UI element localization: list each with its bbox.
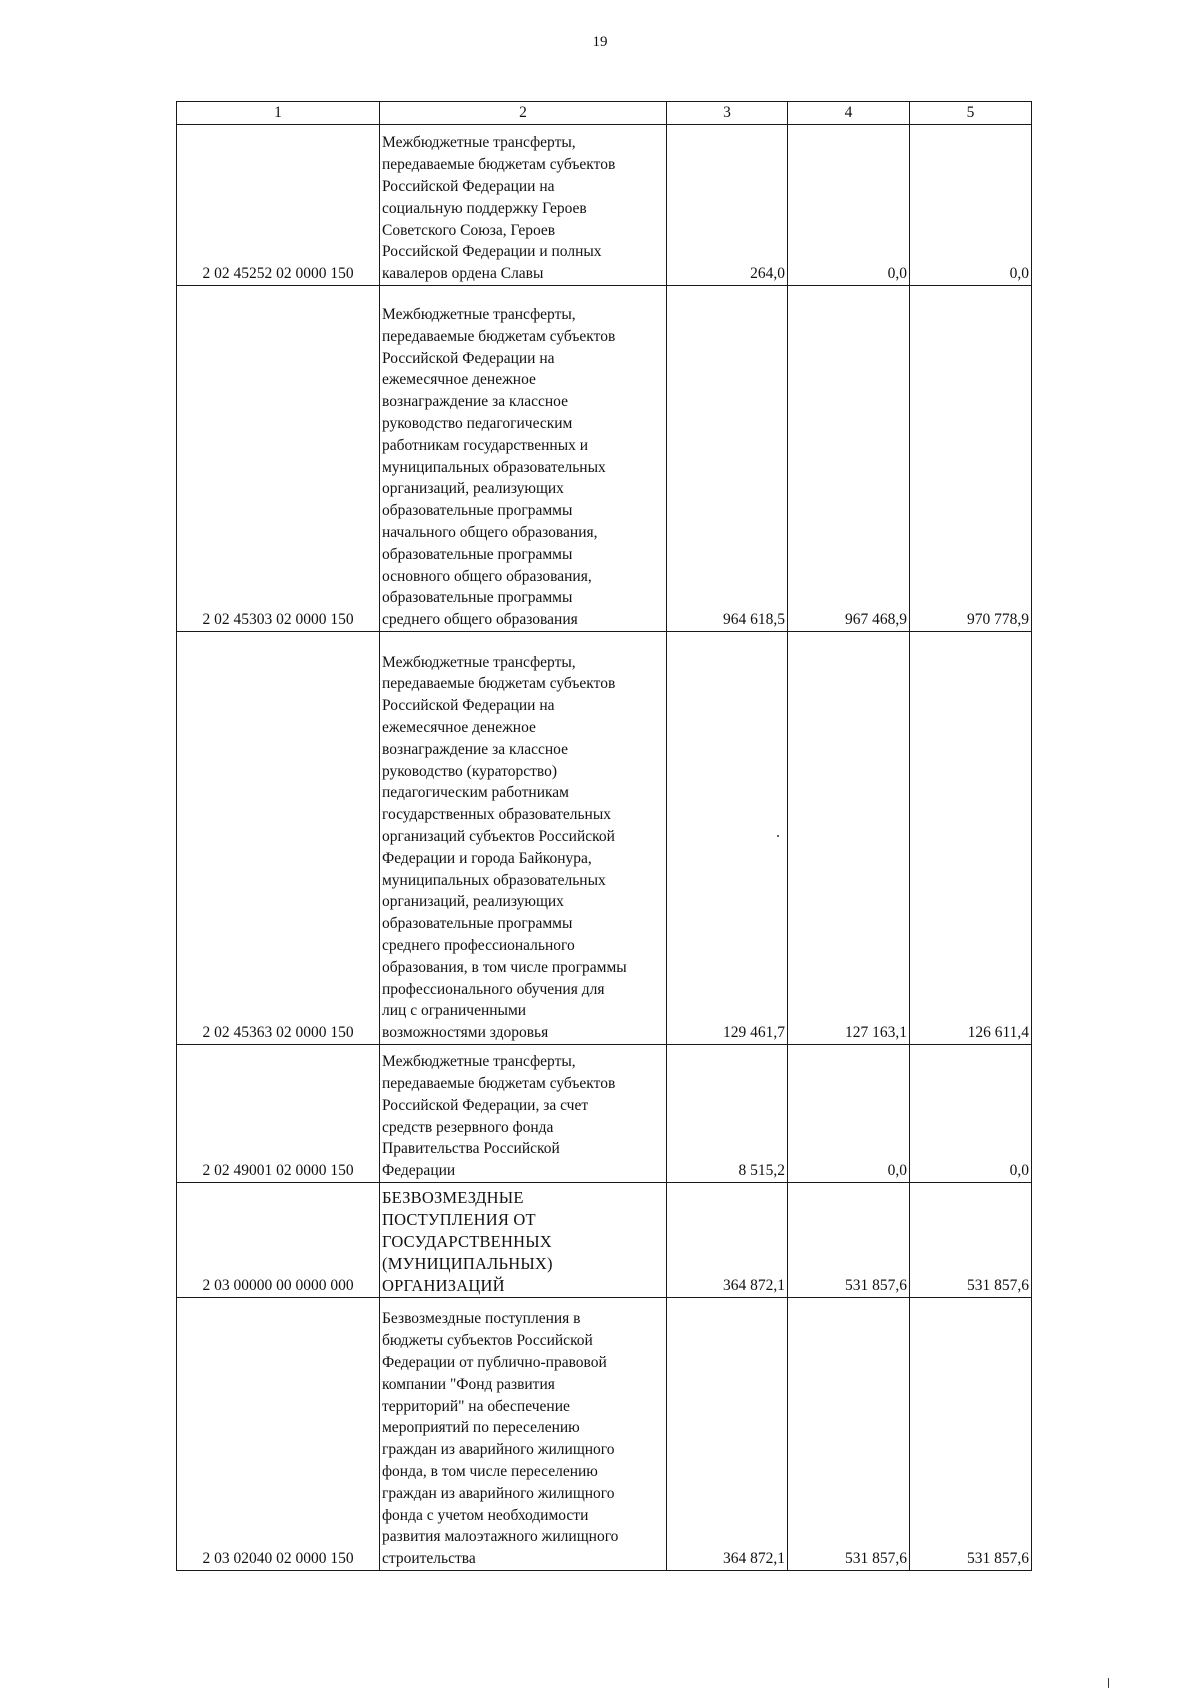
budget-code-cell: 2 02 45363 02 0000 150 <box>177 632 380 1045</box>
table-row <box>177 286 1032 632</box>
budget-code-cell: 2 02 45303 02 0000 150 <box>177 286 380 632</box>
value-cell-col3: 364 872,1 <box>667 1183 788 1298</box>
column-header-1: 1 <box>177 102 380 125</box>
description-cell: Межбюджетные трансферты, передаваемые бюджетам субъектов Российской Федерации на ежемесячное денежное вознаграждение за классное руководство педагогическим работникам государственных и муниципальных образовательных организаций, реализующих образовательные программы начального общего образования, образовательные программы основного общего образования, образовательные программы среднего общего образования <box>380 286 667 632</box>
value-cell-col4: 531 857,6 <box>788 1298 910 1571</box>
page-number: 19 <box>592 34 608 50</box>
value-cell-col5: 531 857,6 <box>910 1298 1032 1571</box>
value-cell-col3: 8 515,2 <box>667 1045 788 1183</box>
value-cell-col4: 531 857,6 <box>788 1183 910 1298</box>
value-cell-col3: 964 618,5 <box>667 286 788 632</box>
column-header-2: 2 <box>380 102 667 125</box>
value-cell-col5: 0,0 <box>910 1045 1032 1183</box>
table-row <box>177 1183 1032 1298</box>
description-cell: Межбюджетные трансферты, передаваемые бюджетам субъектов Российской Федерации на социальную поддержку Героев Советского Союза, Героев Российской Федерации и полных кавалеров ордена Славы <box>380 125 667 286</box>
value-cell-col4: 967 468,9 <box>788 286 910 632</box>
table-row <box>177 1045 1032 1183</box>
value-cell-col5: 126 611,4 <box>910 632 1032 1045</box>
table-row <box>177 125 1032 286</box>
value-cell-col3: 364 872,1 <box>667 1298 788 1571</box>
column-header-5: 5 <box>910 102 1032 125</box>
value-cell-col4: 0,0 <box>788 1045 910 1183</box>
scan-speck <box>1108 1678 1109 1688</box>
table-row <box>177 632 1032 1045</box>
value-cell-col5: 970 778,9 <box>910 286 1032 632</box>
budget-code-cell: 2 03 00000 00 0000 000 <box>177 1183 380 1298</box>
column-header-4: 4 <box>788 102 910 125</box>
description-cell: Межбюджетные трансферты, передаваемые бюджетам субъектов Российской Федерации, за счет средств резервного фонда Правительства Российской Федерации <box>380 1045 667 1183</box>
budget-code-cell: 2 02 45252 02 0000 150 <box>177 125 380 286</box>
description-cell: Межбюджетные трансферты, передаваемые бюджетам субъектов Российской Федерации на ежемесячное денежное вознаграждение за классное руководство (кураторство) педагогическим работникам государственных образовательных организаций субъектов Российской Федерации и города Байконура, муниципальных образовательных организаций, реализующих образовательные программы среднего профессионального образования, в том числе программы профессионального обучения для лиц с ограниченными возможностями здоровья <box>380 632 667 1045</box>
value-cell-col4: 127 163,1 <box>788 632 910 1045</box>
budget-code-cell: 2 03 02040 02 0000 150 <box>177 1298 380 1571</box>
value-cell-col4: 0,0 <box>788 125 910 286</box>
header-row <box>177 102 1032 125</box>
value-cell-col3: 264,0 <box>667 125 788 286</box>
column-header-3: 3 <box>667 102 788 125</box>
description-cell: БЕЗВОЗМЕЗДНЫЕ ПОСТУПЛЕНИЯ ОТ ГОСУДАРСТВЕННЫХ (МУНИЦИПАЛЬНЫХ) ОРГАНИЗАЦИЙ <box>380 1183 667 1298</box>
description-cell: Безвозмездные поступления в бюджеты субъектов Российской Федерации от публично-правовой компании "Фонд развития территорий" на обеспечение мероприятий по переселению граждан из аварийного жилищного фонда, в том числе переселению граждан из аварийного жилищного фонда с учетом необходимости развития малоэтажного жилищного строительства <box>380 1298 667 1571</box>
value-cell-col5: 0,0 <box>910 125 1032 286</box>
budget-table <box>176 101 1032 1571</box>
value-cell-col3: 129 461,7 <box>667 632 788 1045</box>
budget-code-cell: 2 02 49001 02 0000 150 <box>177 1045 380 1183</box>
table-row <box>177 1298 1032 1571</box>
value-cell-col5: 531 857,6 <box>910 1183 1032 1298</box>
scan-speck <box>777 835 779 837</box>
